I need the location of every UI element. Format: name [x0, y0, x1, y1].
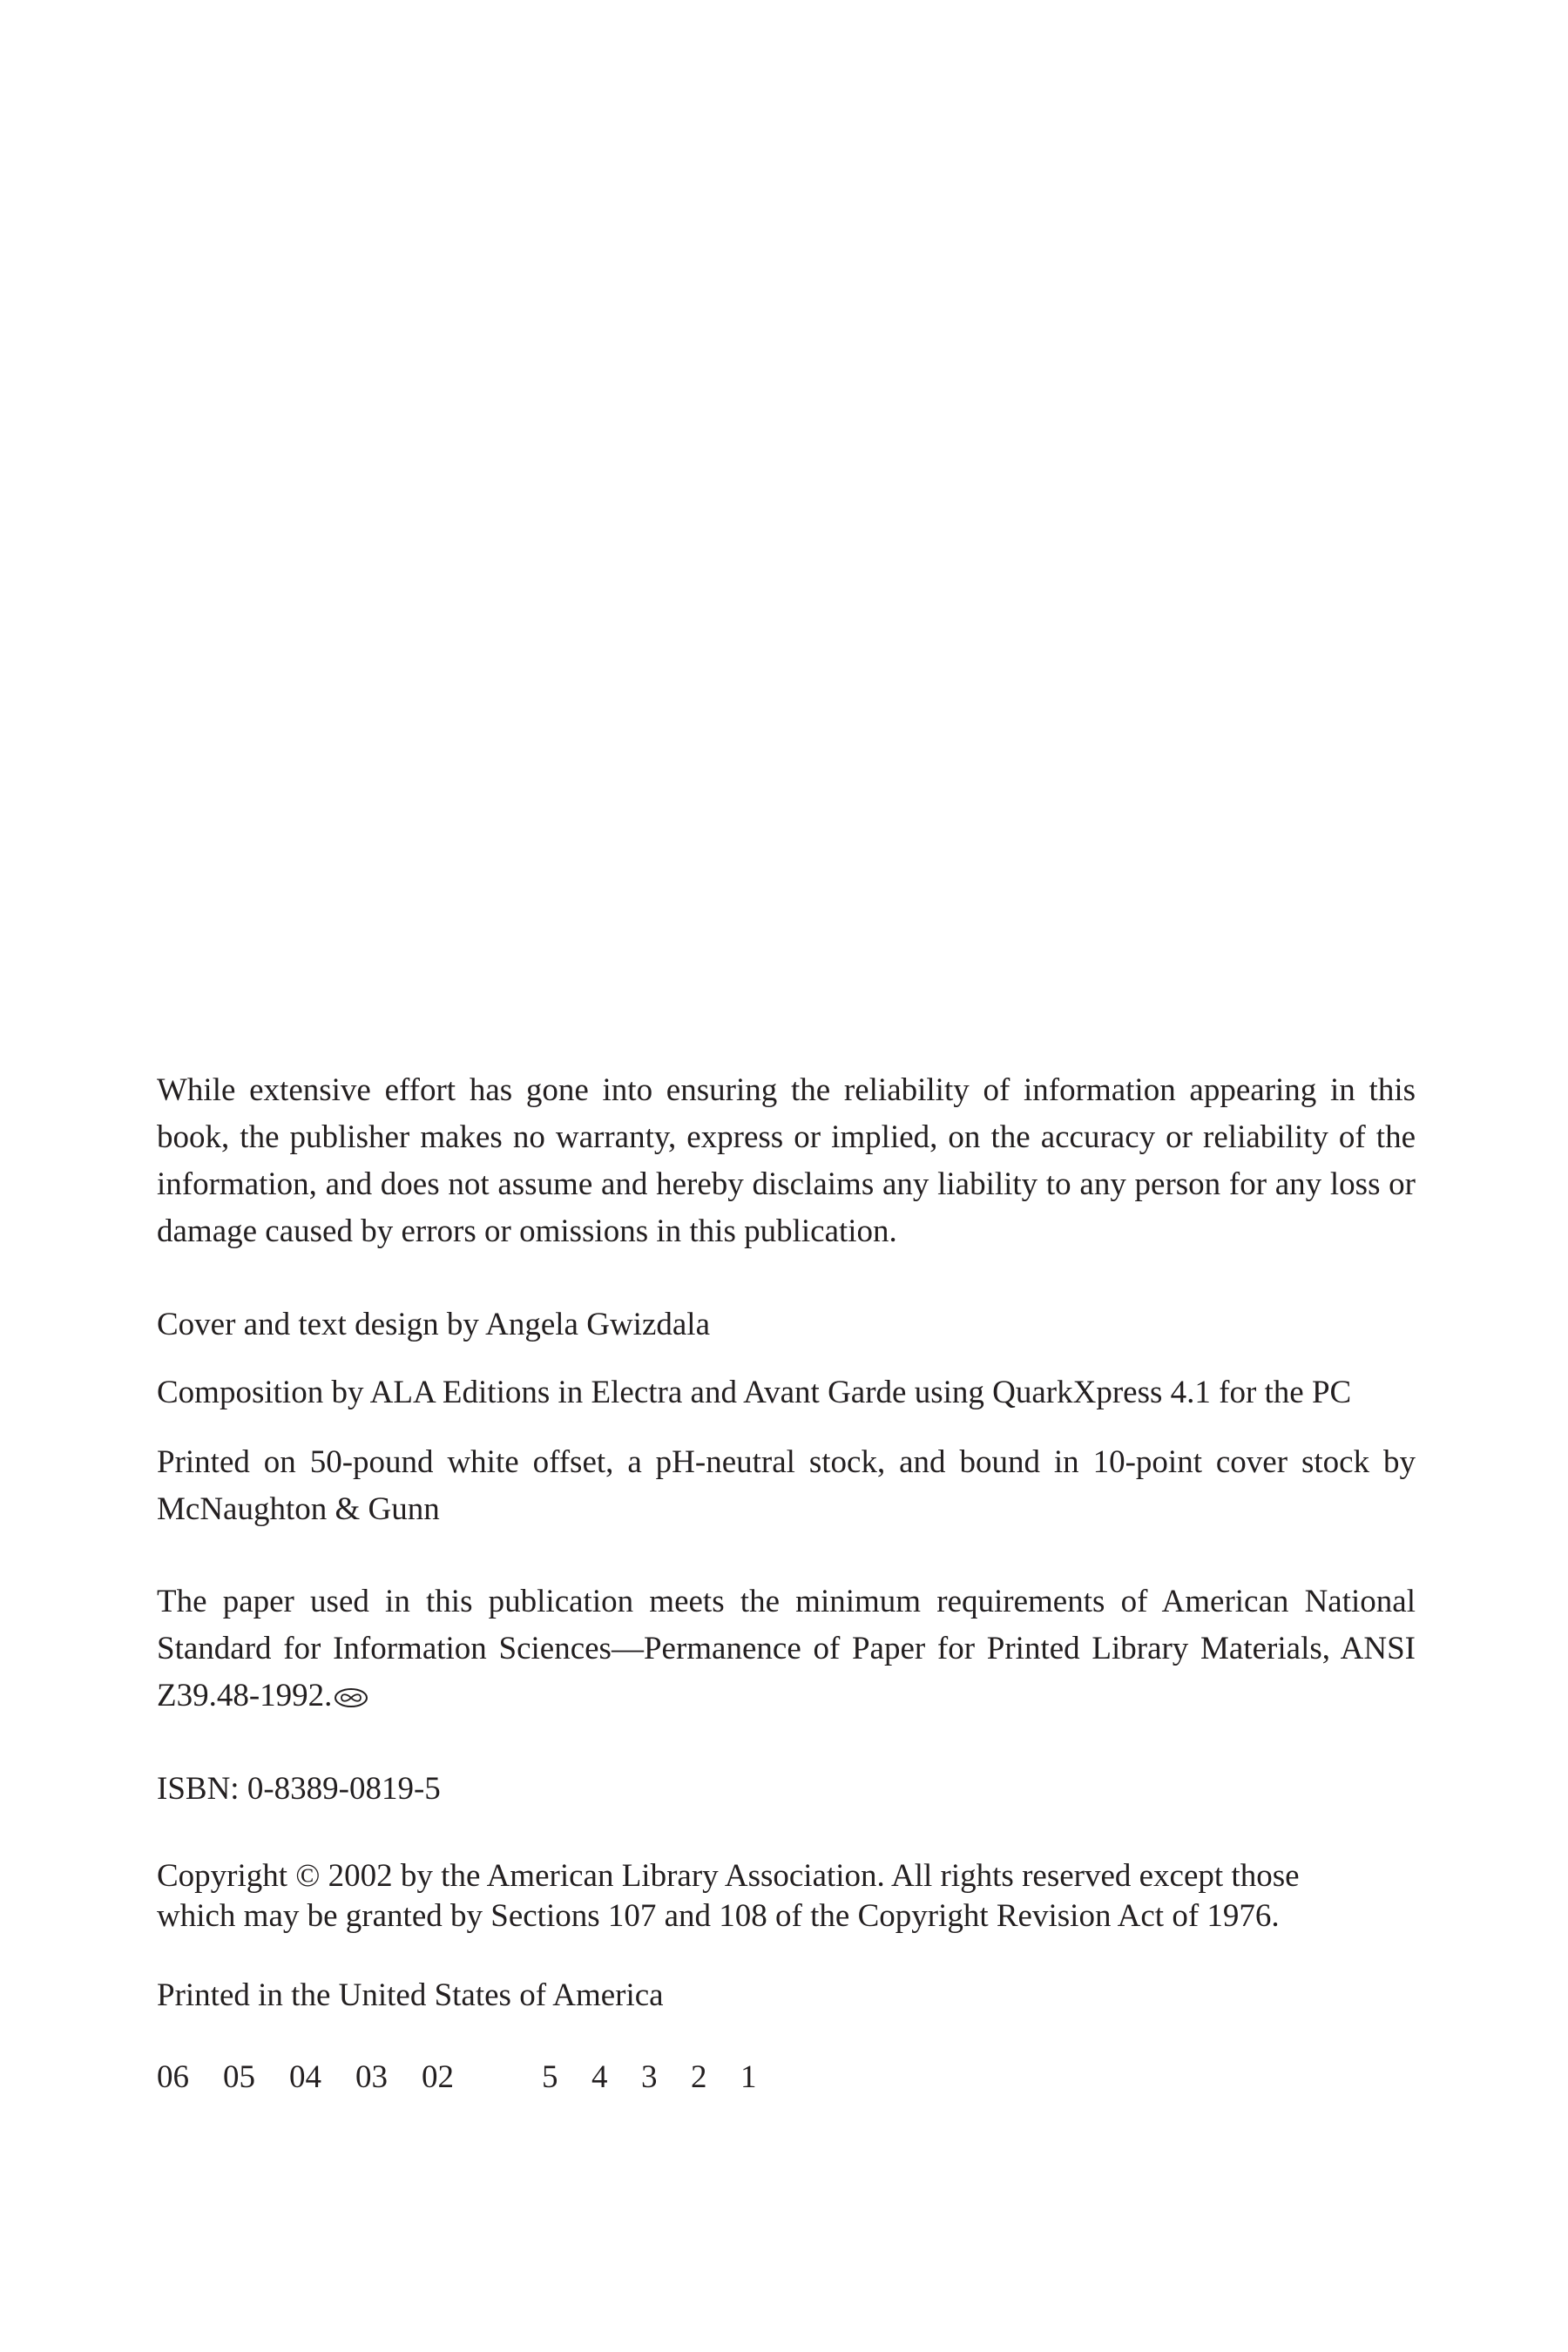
disclaimer-paragraph: While extensive effort has gone into ensuring the reliability of information appearing in this book, the publisher makes no warranty, express or implied, on the accuracy or reliability of the information, and does not assume and hereby disclaims any liability to any person for any loss or damage caused by errors or omissions in this publication.	[157, 1072, 1416, 1249]
printer-key-printing: 3	[641, 2059, 658, 2095]
design-credit: Cover and text design by Angela Gwizdala	[157, 1307, 710, 1342]
printer-key-printing: 1	[740, 2059, 757, 2095]
country-of-printing: Printed in the United States of America	[157, 1977, 664, 2013]
copyright-notice	[157, 1856, 1376, 1936]
copyright-line-1: Copyright © 2002 by the American Library Association. All rights reserved except those	[157, 1858, 1300, 1894]
printing-details: Printed on 50-pound white offset, a pH-neutral stock, and bound in 10-point cover stock by McNaughton & Gunn	[157, 1444, 1416, 1527]
permanent-paper-infinity-icon	[334, 1676, 368, 1723]
printer-key-year: 06	[157, 2059, 189, 2095]
printer-key-printing: 2	[691, 2059, 707, 2095]
printer-key-printing: 5	[542, 2059, 558, 2095]
copyright-line-2: which may be granted by Sections 107 and 108 of the Copyright Revision Act of 1976.	[157, 1898, 1280, 1934]
paper-standard-paragraph	[157, 1578, 1416, 1723]
printer-key-years	[157, 2054, 488, 2101]
printer-key-year: 03	[355, 2059, 388, 2095]
printer-key-year: 02	[422, 2059, 454, 2095]
composition-credit: Composition by ALA Editions in Electra and Avant Garde using QuarkXpress 4.1 for the PC	[157, 1375, 1352, 1410]
printer-key-printings	[542, 2054, 790, 2101]
isbn: ISBN: 0-8389-0819-5	[157, 1771, 441, 1807]
printer-key-year: 04	[289, 2059, 321, 2095]
printer-key-line	[157, 2054, 1416, 2101]
paper-standard-text: The paper used in this publication meets the minimum requirements of American National Standard for Information Sciences—Permanence of Paper for Printed Library Materials, ANSI Z39.48-1992.	[157, 1584, 1416, 1713]
printer-key-year: 05	[223, 2059, 255, 2095]
printer-key-printing: 4	[591, 2059, 608, 2095]
